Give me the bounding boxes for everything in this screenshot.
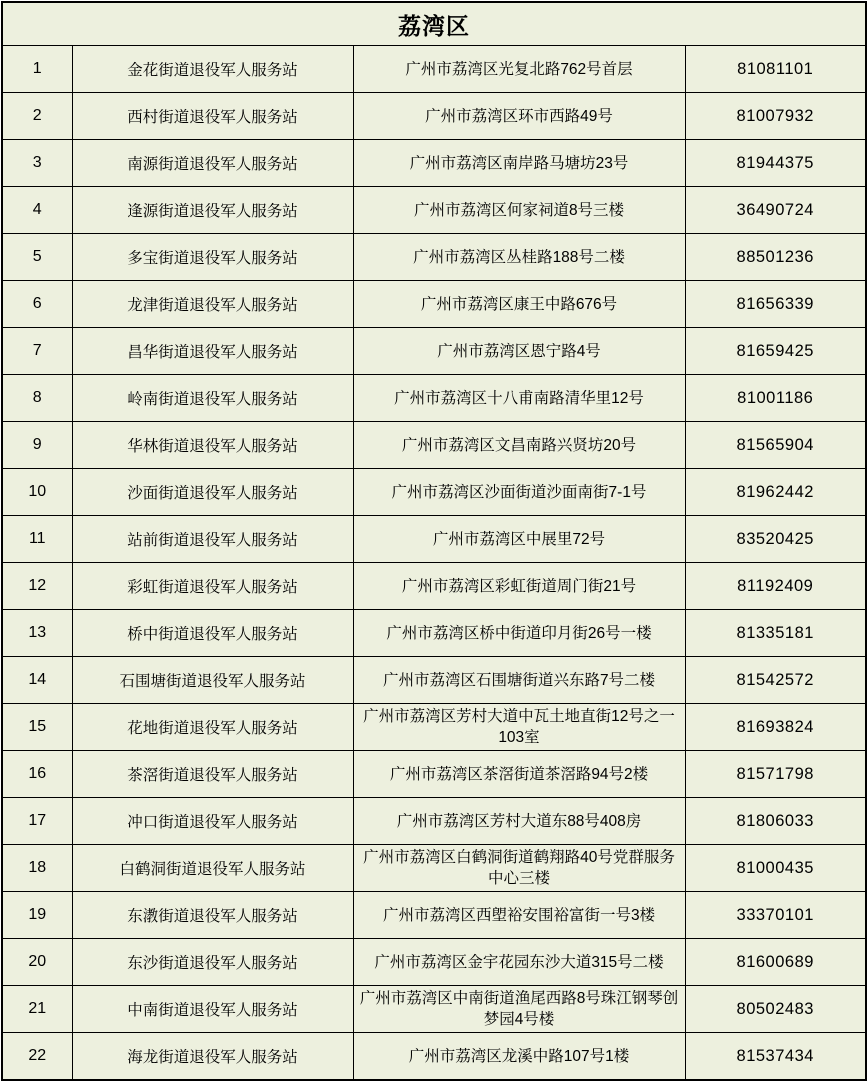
address-cell: 广州市荔湾区康王中路676号 xyxy=(353,281,685,328)
row-number-cell: 16 xyxy=(2,751,72,798)
phone-cell: 33370101 xyxy=(685,892,866,939)
address-cell: 广州市荔湾区环市西路49号 xyxy=(353,93,685,140)
phone-cell: 81000435 xyxy=(685,845,866,892)
table-row xyxy=(2,469,866,516)
phone-cell: 81962442 xyxy=(685,469,866,516)
table-row xyxy=(2,328,866,375)
table-row xyxy=(2,516,866,563)
phone-cell: 81806033 xyxy=(685,798,866,845)
table-row xyxy=(2,1033,866,1081)
phone-cell: 81659425 xyxy=(685,328,866,375)
row-number-cell: 7 xyxy=(2,328,72,375)
address-cell: 广州市荔湾区十八甫南路清华里12号 xyxy=(353,375,685,422)
table-row xyxy=(2,798,866,845)
phone-cell: 81537434 xyxy=(685,1033,866,1081)
address-cell: 广州市荔湾区白鹤洞街道鹤翔路40号党群服务中心三楼 xyxy=(353,845,685,892)
station-name-cell: 逢源街道退役军人服务站 xyxy=(72,187,353,234)
station-name-cell: 海龙街道退役军人服务站 xyxy=(72,1033,353,1081)
address-cell: 广州市荔湾区恩宁路4号 xyxy=(353,328,685,375)
station-name-cell: 东沙街道退役军人服务站 xyxy=(72,939,353,986)
station-name-cell: 东漖街道退役军人服务站 xyxy=(72,892,353,939)
phone-cell: 81656339 xyxy=(685,281,866,328)
phone-cell: 81565904 xyxy=(685,422,866,469)
phone-cell: 81335181 xyxy=(685,610,866,657)
table-row xyxy=(2,986,866,1033)
address-cell: 广州市荔湾区西塱裕安围裕富街一号3楼 xyxy=(353,892,685,939)
station-name-cell: 花地街道退役军人服务站 xyxy=(72,704,353,751)
phone-cell: 81944375 xyxy=(685,140,866,187)
table-row xyxy=(2,187,866,234)
row-number-cell: 1 xyxy=(2,46,72,93)
table-title-row xyxy=(2,2,866,46)
row-number-cell: 3 xyxy=(2,140,72,187)
address-cell: 广州市荔湾区中展里72号 xyxy=(353,516,685,563)
row-number-cell: 12 xyxy=(2,563,72,610)
row-number-cell: 18 xyxy=(2,845,72,892)
row-number-cell: 4 xyxy=(2,187,72,234)
station-name-cell: 岭南街道退役军人服务站 xyxy=(72,375,353,422)
address-cell: 广州市荔湾区芳村大道中瓦土地直街12号之一103室 xyxy=(353,704,685,751)
table-row xyxy=(2,281,866,328)
district-title: 荔湾区 xyxy=(2,2,866,46)
phone-cell: 81600689 xyxy=(685,939,866,986)
phone-cell: 81192409 xyxy=(685,563,866,610)
address-cell: 广州市荔湾区龙溪中路107号1楼 xyxy=(353,1033,685,1081)
row-number-cell: 13 xyxy=(2,610,72,657)
table-row xyxy=(2,751,866,798)
row-number-cell: 10 xyxy=(2,469,72,516)
station-name-cell: 龙津街道退役军人服务站 xyxy=(72,281,353,328)
phone-cell: 81007932 xyxy=(685,93,866,140)
table-row xyxy=(2,704,866,751)
station-name-cell: 南源街道退役军人服务站 xyxy=(72,140,353,187)
address-cell: 广州市荔湾区文昌南路兴贤坊20号 xyxy=(353,422,685,469)
row-number-cell: 15 xyxy=(2,704,72,751)
table-row xyxy=(2,845,866,892)
address-cell: 广州市荔湾区中南街道渔尾西路8号珠江钢琴创梦园4号楼 xyxy=(353,986,685,1033)
row-number-cell: 22 xyxy=(2,1033,72,1081)
station-name-cell: 昌华街道退役军人服务站 xyxy=(72,328,353,375)
station-name-cell: 华林街道退役军人服务站 xyxy=(72,422,353,469)
station-name-cell: 彩虹街道退役军人服务站 xyxy=(72,563,353,610)
table-row xyxy=(2,892,866,939)
address-cell: 广州市荔湾区桥中街道印月街26号一楼 xyxy=(353,610,685,657)
table-row xyxy=(2,657,866,704)
station-name-cell: 桥中街道退役军人服务站 xyxy=(72,610,353,657)
station-name-cell: 多宝街道退役军人服务站 xyxy=(72,234,353,281)
address-cell: 广州市荔湾区沙面街道沙面南街7-1号 xyxy=(353,469,685,516)
address-cell: 广州市荔湾区金宇花园东沙大道315号二楼 xyxy=(353,939,685,986)
address-cell: 广州市荔湾区彩虹街道周门街21号 xyxy=(353,563,685,610)
row-number-cell: 19 xyxy=(2,892,72,939)
table-row xyxy=(2,422,866,469)
address-cell: 广州市荔湾区茶滘街道茶滘路94号2楼 xyxy=(353,751,685,798)
phone-cell: 88501236 xyxy=(685,234,866,281)
address-cell: 广州市荔湾区芳村大道东88号408房 xyxy=(353,798,685,845)
phone-cell: 80502483 xyxy=(685,986,866,1033)
station-name-cell: 中南街道退役军人服务站 xyxy=(72,986,353,1033)
address-cell: 广州市荔湾区丛桂路188号二楼 xyxy=(353,234,685,281)
phone-cell: 81081101 xyxy=(685,46,866,93)
phone-cell: 81001186 xyxy=(685,375,866,422)
table-row xyxy=(2,610,866,657)
row-number-cell: 14 xyxy=(2,657,72,704)
station-name-cell: 白鹤洞街道退役军人服务站 xyxy=(72,845,353,892)
row-number-cell: 20 xyxy=(2,939,72,986)
address-cell: 广州市荔湾区南岸路马塘坊23号 xyxy=(353,140,685,187)
table-row xyxy=(2,46,866,93)
address-cell: 广州市荔湾区何家祠道8号三楼 xyxy=(353,187,685,234)
row-number-cell: 6 xyxy=(2,281,72,328)
station-name-cell: 西村街道退役军人服务站 xyxy=(72,93,353,140)
table-row xyxy=(2,234,866,281)
station-name-cell: 冲口街道退役军人服务站 xyxy=(72,798,353,845)
veteran-service-station-table xyxy=(1,1,867,1081)
station-name-cell: 站前街道退役军人服务站 xyxy=(72,516,353,563)
address-cell: 广州市荔湾区光复北路762号首层 xyxy=(353,46,685,93)
row-number-cell: 21 xyxy=(2,986,72,1033)
table-row xyxy=(2,375,866,422)
row-number-cell: 2 xyxy=(2,93,72,140)
phone-cell: 81542572 xyxy=(685,657,866,704)
station-name-cell: 沙面街道退役军人服务站 xyxy=(72,469,353,516)
table-row xyxy=(2,93,866,140)
row-number-cell: 8 xyxy=(2,375,72,422)
phone-cell: 36490724 xyxy=(685,187,866,234)
table-row xyxy=(2,939,866,986)
row-number-cell: 9 xyxy=(2,422,72,469)
station-name-cell: 石围塘街道退役军人服务站 xyxy=(72,657,353,704)
row-number-cell: 5 xyxy=(2,234,72,281)
address-cell: 广州市荔湾区石围塘街道兴东路7号二楼 xyxy=(353,657,685,704)
table-row xyxy=(2,140,866,187)
phone-cell: 81693824 xyxy=(685,704,866,751)
phone-cell: 81571798 xyxy=(685,751,866,798)
row-number-cell: 11 xyxy=(2,516,72,563)
station-name-cell: 茶滘街道退役军人服务站 xyxy=(72,751,353,798)
table-row xyxy=(2,563,866,610)
row-number-cell: 17 xyxy=(2,798,72,845)
station-name-cell: 金花街道退役军人服务站 xyxy=(72,46,353,93)
phone-cell: 83520425 xyxy=(685,516,866,563)
